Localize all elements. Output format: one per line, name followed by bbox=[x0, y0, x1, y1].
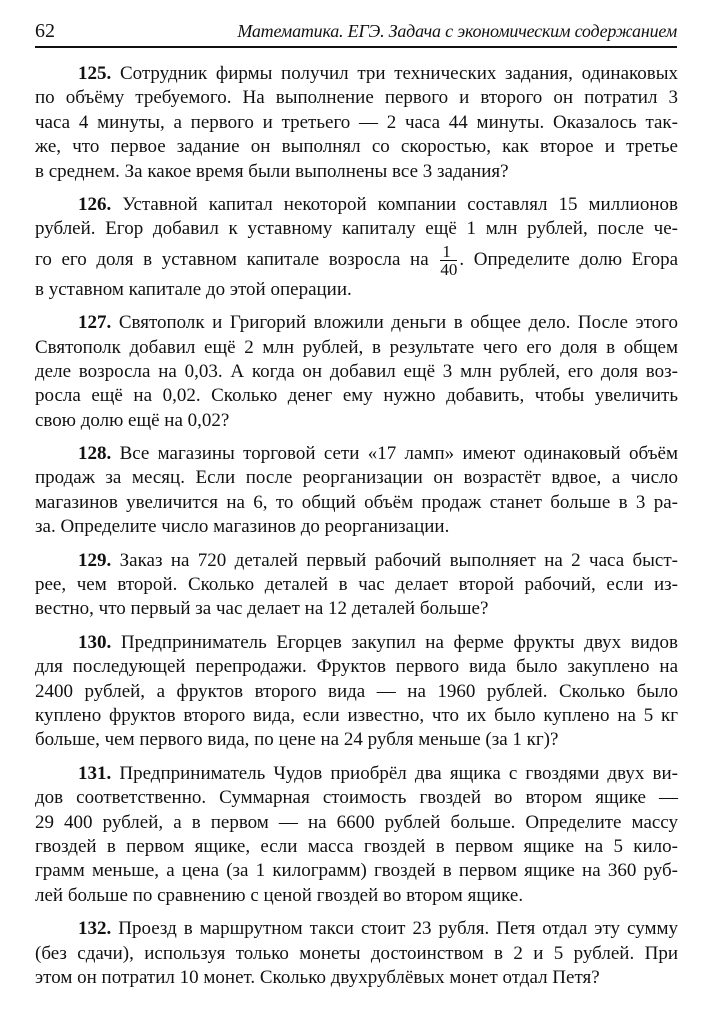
line-text: для последующей перепродажи. Фруктов первого вида было закуплено на bbox=[35, 656, 678, 678]
line-text: дов соответственно. Суммарная стоимость гвоздей во втором ящике — bbox=[35, 787, 678, 809]
problem-126 bbox=[35, 193, 678, 302]
text-line bbox=[35, 835, 678, 859]
text-line bbox=[35, 917, 678, 941]
line-text: больше, чем первого вида, по цене на 24 рубля меньше (за 1 кг)? bbox=[35, 729, 559, 751]
text-line bbox=[35, 942, 678, 966]
text-line bbox=[35, 442, 678, 466]
line-text: по объёму требуемого. На выполнение первого и второго он потратил 3 bbox=[35, 87, 678, 109]
line-text: же, что первое задание он выполнял со скоростью, как второе и третье bbox=[35, 136, 678, 158]
problem-128 bbox=[35, 442, 678, 540]
line-text: лей больше по сравнению с ценой гвоздей во втором ящике. bbox=[35, 884, 524, 906]
text-line: в уставном капитале до этой операции. bbox=[35, 278, 352, 300]
text-line bbox=[35, 655, 678, 679]
text-line bbox=[35, 217, 678, 241]
text-line bbox=[35, 466, 678, 490]
problem-130 bbox=[35, 631, 678, 753]
problem-number: 132. bbox=[78, 918, 112, 940]
line-text: Святополк добавил ещё 2 млн рублей, в результате чего его доля в общем bbox=[35, 336, 678, 358]
text-line bbox=[35, 491, 678, 515]
problem-number: 127. bbox=[78, 312, 112, 334]
line-text: (без сдачи), используя только монеты достоинством в 2 и 5 рублей. При bbox=[35, 942, 678, 964]
line-text: гвоздей в первом ящике, если масса гвоздей в первом ящике на 5 кило- bbox=[35, 835, 678, 857]
text-line bbox=[35, 549, 678, 573]
text-line bbox=[35, 384, 678, 408]
line-text: Предприниматель Чудов приобрёл два ящика с гвоздями двух ви- bbox=[119, 762, 679, 784]
text-line bbox=[35, 884, 678, 908]
problem-131 bbox=[35, 762, 678, 908]
problem-list bbox=[35, 62, 678, 999]
line-text: продаж за месяц. Если после реорганизации он возрастёт вдвое, а число bbox=[35, 467, 678, 489]
text-line bbox=[35, 811, 678, 835]
text-line bbox=[35, 597, 678, 621]
line-text: Святополк и Григорий вложили деньги в общее дело. После этого bbox=[118, 312, 679, 334]
line-text: Заказ на 720 деталей первый рабочий выполняет на 2 часа быст- bbox=[119, 549, 678, 571]
text-line bbox=[35, 515, 678, 539]
problem-129 bbox=[35, 549, 678, 622]
text-line bbox=[35, 966, 678, 990]
problem-number: 126. bbox=[78, 193, 112, 215]
text-line bbox=[35, 111, 678, 135]
text-line bbox=[35, 631, 678, 655]
problem-132 bbox=[35, 917, 678, 990]
line-text: часа 4 минуты, а первого и третьего — 2 часа 44 минуты. Оказалось так- bbox=[35, 111, 678, 133]
line-text: Сотрудник фирмы получил три технических задания, одинаковых bbox=[119, 63, 679, 84]
text-line bbox=[35, 336, 678, 360]
text-line bbox=[35, 160, 678, 184]
problem-number: 125. bbox=[78, 63, 112, 84]
problem-125 bbox=[35, 62, 678, 184]
problem-number: 129. bbox=[78, 549, 112, 571]
problem-number: 130. bbox=[78, 631, 112, 653]
line-text: куплено фруктов второго вида, если известно, что их было куплено на 5 кг bbox=[35, 704, 678, 726]
line-text: рее, чем второй. Сколько деталей в час делает второй рабочий, если из- bbox=[35, 574, 678, 596]
text-line bbox=[35, 409, 678, 433]
text-line bbox=[35, 86, 678, 110]
text-line bbox=[35, 360, 678, 384]
line-text: в среднем. За какое время были выполнены все 3 задания? bbox=[35, 160, 509, 182]
text-line bbox=[35, 728, 678, 752]
running-header bbox=[35, 20, 677, 48]
line-text: росла ещё на 0,02. Сколько денег ему нужно добавить, чтобы увеличить bbox=[35, 385, 678, 407]
text-line-with-fraction bbox=[35, 242, 678, 278]
text-line bbox=[35, 573, 678, 597]
line-text: Предприниматель Егорцев закупил на ферме фрукты двух видов bbox=[120, 631, 678, 653]
running-title: Математика. ЕГЭ. Задача с экономическим содержанием bbox=[237, 21, 677, 41]
fraction-numerator: 1 bbox=[440, 243, 457, 261]
text-line bbox=[35, 680, 678, 704]
page-number: 62 bbox=[35, 20, 55, 42]
line-text: за. Определите число магазинов до реорганизации. bbox=[35, 516, 450, 538]
line-text: Все магазины торговой сети «17 ламп» имеют одинаковый объём bbox=[119, 443, 678, 465]
text-line bbox=[35, 193, 678, 217]
line-text: свою долю ещё на 0,02? bbox=[35, 409, 230, 431]
problem-127 bbox=[35, 311, 678, 433]
text-line bbox=[35, 859, 678, 883]
line-text: вестно, что первый за час делает на 12 деталей больше? bbox=[35, 598, 489, 620]
text-line bbox=[35, 704, 678, 728]
line-text: магазинов увеличится на 6, то общий объём продаж станет больше в 3 ра- bbox=[35, 491, 678, 513]
line-text: 2400 рублей, а фруктов второго вида — на 1960 рублей. Сколько было bbox=[35, 680, 678, 702]
line-text: Уставной капитал некоторой компании составлял 15 миллионов bbox=[122, 193, 678, 215]
line-text: го его доля в уставном капитале возросла на bbox=[35, 248, 429, 270]
text-line bbox=[35, 62, 678, 86]
fraction-denominator: 40 bbox=[440, 259, 458, 279]
text-line bbox=[35, 135, 678, 159]
problem-number: 128. bbox=[78, 443, 112, 465]
problem-number: 131. bbox=[78, 762, 112, 784]
line-text: рублей. Егор добавил к уставному капиталу ещё 1 млн рублей, после че- bbox=[35, 218, 678, 240]
fraction bbox=[440, 243, 457, 278]
text-line bbox=[35, 311, 678, 335]
text-line bbox=[35, 762, 678, 786]
line-text: деле возросла на 0,03. А когда он добавил ещё 3 млн рублей, его доля воз- bbox=[35, 360, 678, 382]
line-text: . Определите долю Егора bbox=[459, 248, 679, 270]
text-line bbox=[35, 786, 678, 810]
line-text: 29 400 рублей, а в первом — на 6600 рублей больше. Определите массу bbox=[35, 811, 678, 833]
line-text: этом он потратил 10 монет. Сколько двухрублёвых монет отдал Петя? bbox=[35, 966, 600, 988]
line-text: грамм меньше, а цена (за 1 килограмм) гвоздей в первом ящике на 360 руб- bbox=[35, 860, 678, 882]
line-text: Проезд в маршрутном такси стоит 23 рубля. Петя отдал эту сумму bbox=[118, 918, 679, 940]
